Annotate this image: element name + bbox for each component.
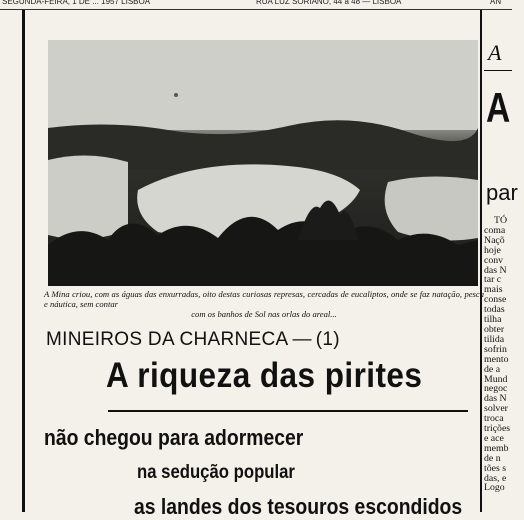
side-column-line: das N [484, 264, 507, 276]
kicker-text: MINEIROS DA CHARNECA [46, 329, 289, 350]
side-column-line: conse [484, 294, 507, 306]
reservoir-landscape-photo [48, 40, 478, 286]
side-column-line: solver [484, 403, 508, 415]
headline-rule [108, 410, 468, 412]
side-column-body [484, 216, 524, 493]
caption-line-1: A Mina criou, com as águas das enxurradas, oito destas curiosas represas, [44, 289, 306, 299]
masthead-right: AN [490, 0, 502, 6]
side-column-line: de a [484, 363, 501, 375]
masthead-address: RUA LUZ SORIANO, 44 a 48 — LISBOA [256, 0, 402, 6]
side-column-line: mais [484, 284, 503, 296]
side-column-line: mento [484, 353, 509, 365]
side-column-line: tilha [484, 314, 502, 326]
masthead-date: SEGUNDA-FEIRA, 1 DE ... 1957 LISBOA [2, 0, 151, 6]
side-column-line: todas [484, 304, 505, 316]
side-column-line: tar c [484, 274, 502, 286]
side-column-line: das N [484, 393, 507, 405]
side-column-line: conv [484, 254, 504, 266]
caption-line-2: cercadas de eucaliptos, onde se faz natação, pesca e náutica, sem contar [44, 289, 485, 309]
masthead-bar [0, 0, 512, 14]
side-column-line: troca [484, 413, 504, 425]
side-column-line: sofrin [484, 343, 507, 355]
side-column-line: TÓ [494, 215, 508, 226]
caption-line-3: com os banhos de Sol nas orlas do areal... [191, 309, 337, 319]
side-title-rule [484, 70, 512, 71]
masthead-rule [0, 9, 512, 10]
side-column-line: Naçõ [484, 234, 505, 246]
article-kicker [46, 329, 340, 351]
subheadline-1: não chegou para adormecer [44, 425, 304, 450]
subheadline-2: na sedução popular [137, 462, 295, 483]
side-column-heading: par [486, 180, 518, 205]
side-column-line: negoc [484, 383, 508, 395]
side-column-line: tões s [484, 462, 507, 474]
article-headline: A riqueza das pirites [106, 356, 423, 395]
side-column-line: trições [484, 423, 511, 435]
left-column-rule [22, 10, 25, 512]
side-column-line: obter [484, 323, 505, 335]
side-column-italic-title: A [488, 40, 502, 65]
side-column-line: e ace [484, 432, 504, 444]
side-column-line: Logo [484, 482, 505, 494]
side-column-line: tilida [484, 333, 505, 345]
side-column-line: hoje [484, 244, 501, 256]
side-column-line: das, e [484, 472, 507, 484]
kicker-dash: — [292, 329, 312, 350]
right-column-rule [480, 10, 482, 512]
side-column-big-headline: A [486, 84, 511, 131]
kicker-number: (1) [315, 329, 340, 350]
subheadline-3: as landes dos tesouros escondidos [134, 494, 463, 519]
side-column-line: de n [484, 452, 501, 464]
photo-caption [44, 289, 484, 319]
side-column-line: Mund [484, 373, 508, 385]
side-column-line: coma [484, 224, 506, 236]
side-column-line: memb [484, 442, 509, 454]
